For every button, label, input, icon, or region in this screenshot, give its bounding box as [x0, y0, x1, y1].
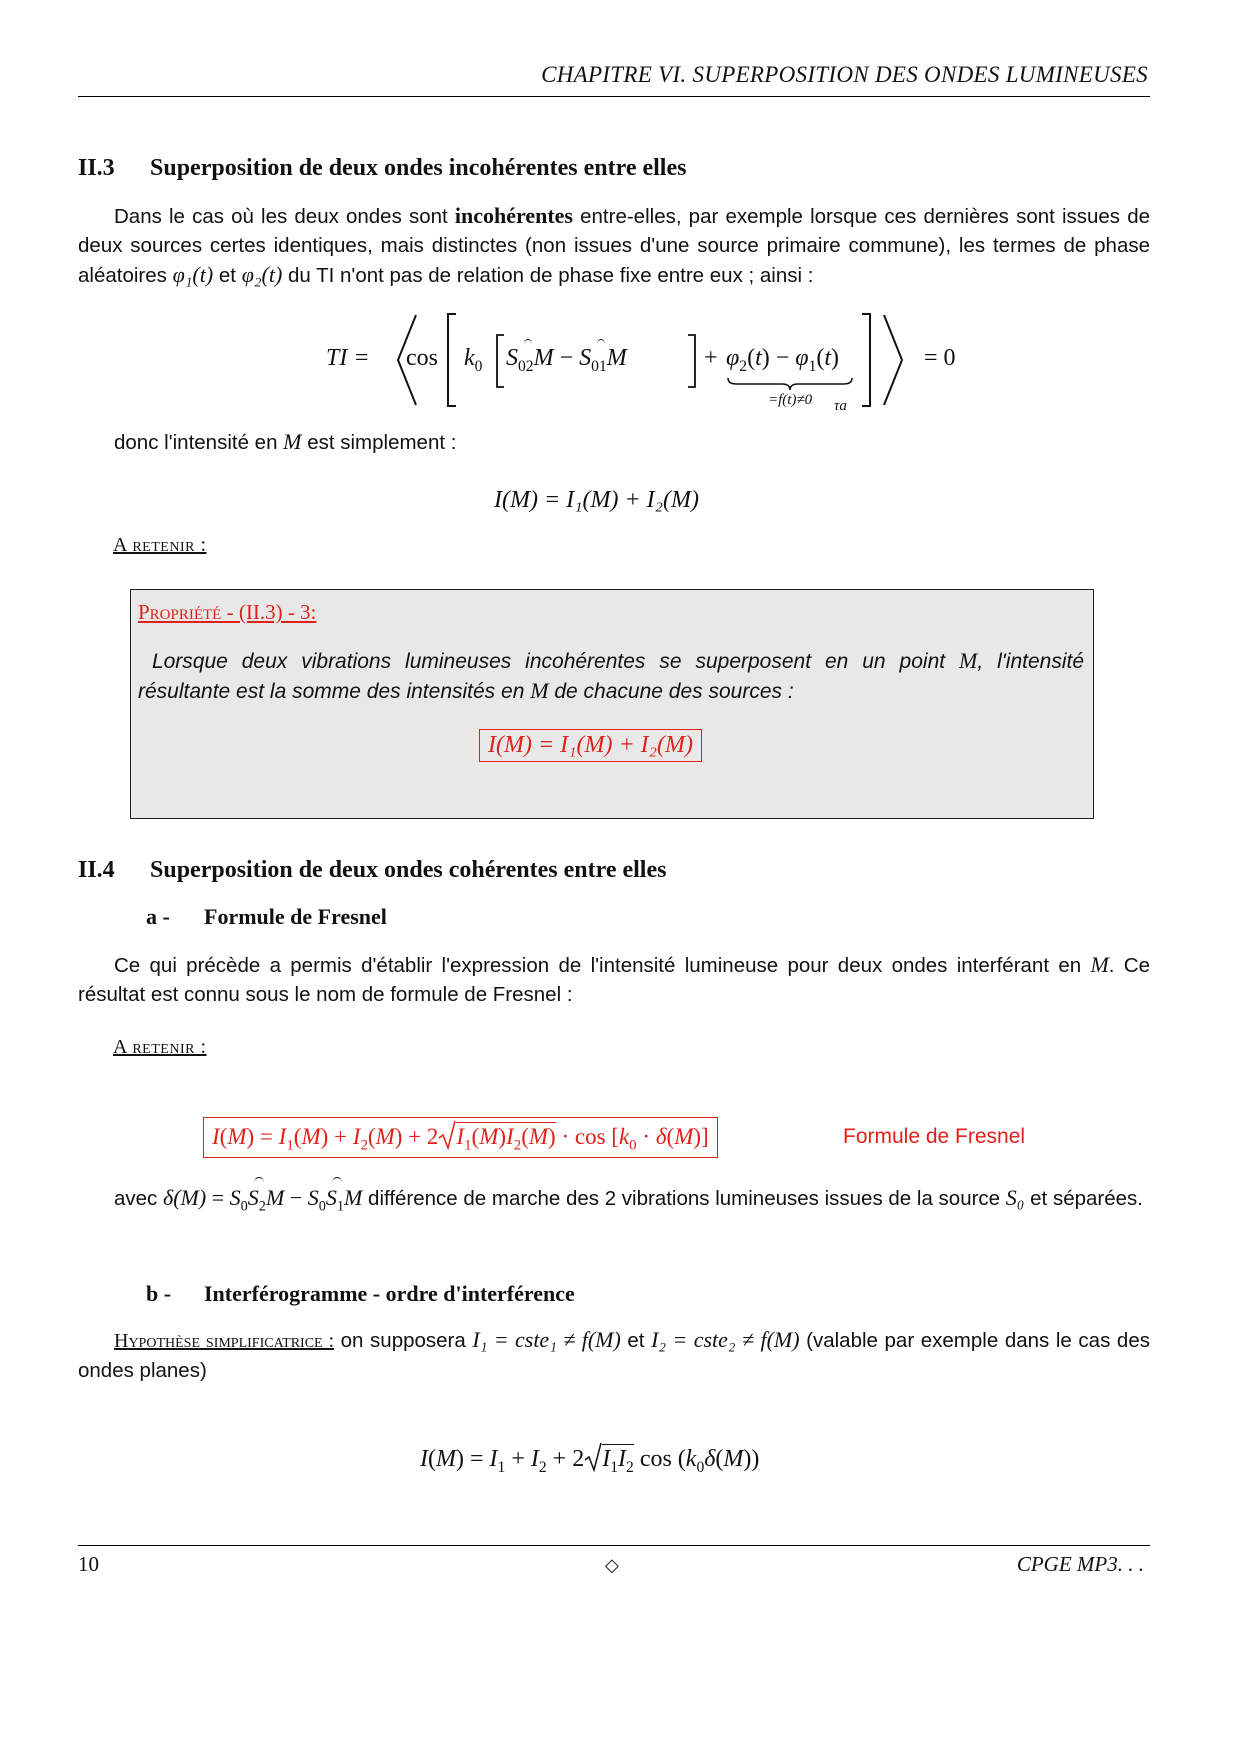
phi1-symbol: φ₁(t): [172, 262, 214, 287]
property-text: Lorsque deux vibrations lumineuses incohérentes se superposent en un point M, l'intensité résultante est la somme des intensités en M de chacune des sources :: [138, 648, 1084, 703]
footer-course: CPGE MP3. . .: [1016, 1552, 1144, 1576]
section-title: Superposition de deux ondes cohérentes entre elles: [150, 857, 667, 883]
eq-ti-plus: +: [704, 345, 718, 371]
left-big-bracket: [444, 310, 460, 410]
phi2-symbol: φ₂(t): [241, 262, 283, 287]
property-formula: I(M) = I₁(M) + I₂(M): [479, 729, 702, 762]
paragraph-delta: avec $\delta(M) = S_0S_2M - S_0S_1M$ différence de marche des 2 vibrations lumineuses issues de la source S₀ et séparées.: [78, 1183, 1150, 1221]
paragraph-fresnel-intro: Ce qui précède a permis d'établir l'expression de l'intensité lumineuse pour deux ondes interférant en M. Ce résultat est connu sous le nom de formule de Fresnel :: [78, 952, 1150, 1006]
a-retenir-label: A retenir :: [113, 534, 207, 556]
equation-interferogram: $I(M) = I_1 + I_2 + 2$ $I_1I_2$ $\cos (k_0\delta(M))$: [420, 1442, 759, 1477]
a-retenir-label-2: A retenir :: [113, 1036, 207, 1058]
fresnel-label: Formule de Fresnel: [843, 1125, 1026, 1148]
sqrt-sign: [438, 1120, 456, 1150]
footer-rule: [78, 1545, 1150, 1546]
eq-ti-cos: cos: [406, 345, 438, 371]
section-title: Superposition de deux ondes incohérentes entre elles: [150, 155, 687, 181]
sqrt-sign: [584, 1442, 602, 1472]
paragraph-donc: donc l'intensité en M est simplement :: [114, 429, 457, 454]
property-box: [130, 589, 1094, 819]
page-number: 10: [78, 1552, 99, 1576]
fresnel-formula: $I(M) = I_1(M) + I_2(M) + 2$ $I_1(M)I_2(M) \cdot \cos [k_0 \cdot \delta(M)]$: [203, 1117, 718, 1158]
subsection-heading-a: a - Formule de Fresnel: [146, 904, 387, 929]
paragraph-hypothese: Hypothèse simplificatrice : on supposera I₁ = cste₁ ≠ f(M) et I₂ = cste₂ ≠ f(M) (valable par exemple dans le cas des ondes planes): [78, 1327, 1150, 1382]
header-rule: [78, 96, 1150, 97]
footer-symbol: ◇: [605, 1555, 619, 1575]
right-mid-bracket: [686, 332, 698, 390]
eq-ti-phase-diff: $\varphi_2(t) - \varphi_1(t)$: [726, 345, 840, 375]
eq-ti-rhs: = 0: [924, 345, 956, 371]
eq-ti-lhs: TI =: [326, 345, 370, 371]
property-title: Propriété - (II.3) - 3:: [138, 600, 317, 624]
section-number: II.3: [78, 155, 115, 181]
right-big-bracket: [858, 310, 874, 410]
hypothese-label: Hypothèse simplificatrice :: [114, 1330, 335, 1352]
running-header: CHAPITRE VI. SUPERPOSITION DES ONDES LUMINEUSES: [541, 62, 1148, 87]
right-angle-bracket: [874, 310, 914, 410]
section-heading-II4: [78, 857, 666, 884]
eq-ti-path1: $S_{02}M - S_{01}M$: [506, 345, 627, 375]
equation-sum-intensities: I(M) = I₁(M) + I₂(M): [494, 487, 699, 513]
section-number: II.4: [78, 857, 115, 883]
bold-incoherentes: incohérentes: [454, 203, 573, 228]
underbrace: [726, 376, 854, 392]
subsection-heading-b: b - Interférogramme - ordre d'interférence: [146, 1281, 575, 1306]
section-heading-II3: [78, 155, 686, 182]
left-mid-bracket: [494, 332, 506, 390]
eq-ti-k0: $k_0$: [464, 345, 483, 375]
eq-ti-brace-label: =f(t)≠0: [768, 392, 813, 408]
eq-ti-tau: τa: [834, 398, 847, 414]
paragraph-incoherent: Dans le cas où les deux ondes sont incohérentes entre-elles, par exemple lorsque ces dernières sont issues de deux sources certes identiques, mais distinctes (non issues d'une source primaire commune), les termes de phase aléatoires φ₁(t) et φ₂(t) du TI n'ont pas de relation de phase fixe entre eux ; ainsi :: [78, 203, 1150, 287]
